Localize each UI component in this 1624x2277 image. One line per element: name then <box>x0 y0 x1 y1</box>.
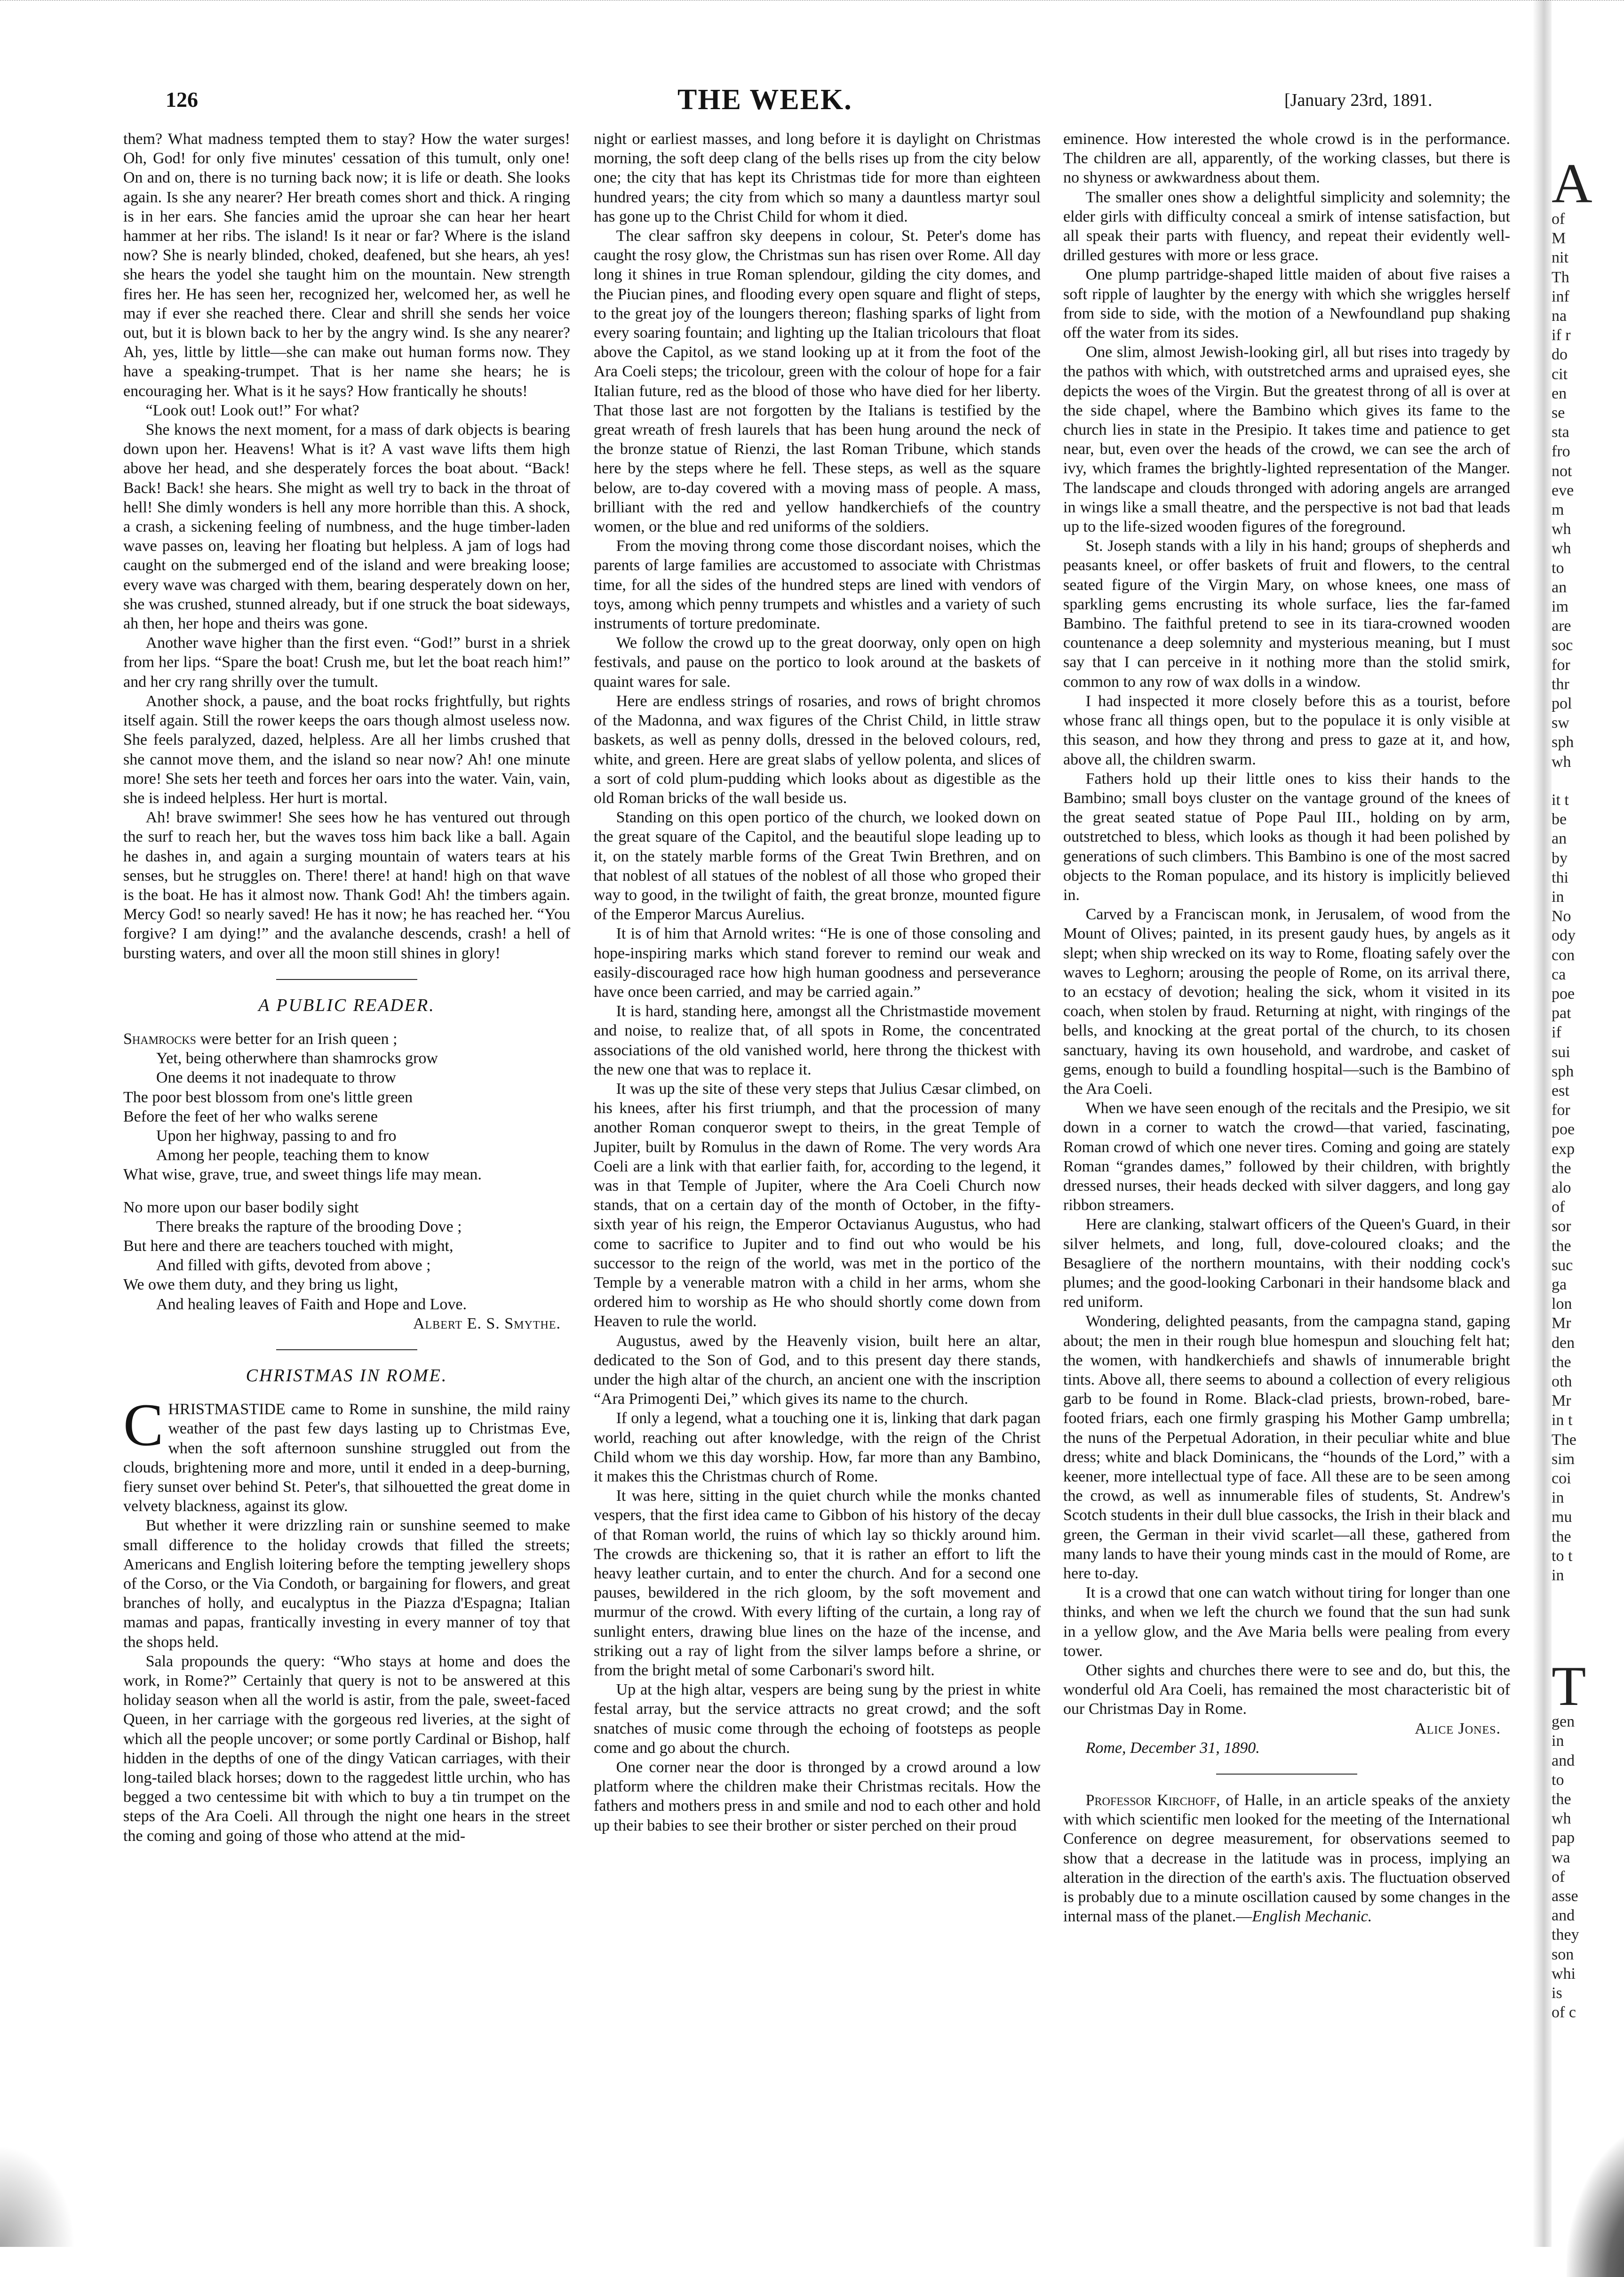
adjacent-fragment: sta <box>1552 423 1569 441</box>
adjacent-fragment: sor <box>1552 1218 1571 1235</box>
adjacent-fragments-middle <box>1552 790 1624 1585</box>
article-paragraph: night or earliest masses, and long before it is daylight on Christmas morning, the soft deep clang of the bells rises up from the city below one; the city that has kept its Christmas tide for more than eighteen hundred years; the city from which so many a dauntless martyr soul has gone up to the Christ Child for whom it died. <box>594 130 1041 225</box>
adjacent-fragment: ga <box>1552 1275 1567 1293</box>
adjacent-fragment: den <box>1552 1334 1575 1352</box>
adjacent-fragment: est <box>1552 1082 1569 1099</box>
poem-title: A PUBLIC READER. <box>258 995 435 1015</box>
article-paragraph: When we have seen enough of the recitals and the Presipio, we sit down in a corner to watch the crowd—that varied, fascinating, Roman crowd of which one never tires. Coming and going are stately Roman “grandes dames,” followed by their children, with brightly dressed nurses, their heads decked with silver daggers, and long gay ribbon streamers. <box>1063 1099 1510 1214</box>
column-3 <box>1063 129 1510 2218</box>
journal-title: THE WEEK. <box>677 84 852 116</box>
adjacent-fragment: the <box>1552 1791 1571 1808</box>
adjacent-fragment: con <box>1552 946 1575 964</box>
adjacent-fragment: the <box>1552 1159 1571 1177</box>
adjacent-drop-cap: A <box>1552 152 1592 215</box>
drop-cap: C <box>123 1392 164 1459</box>
article-paragraph: One plump partridge-shaped little maiden of about five raises a soft ripple of laughter by the energy with which she wriggles herself from side to side, with the motion of a Newfoundland pup shaking off the water from its sides. <box>1063 266 1510 342</box>
adjacent-fragment: sui <box>1552 1043 1570 1061</box>
article-paragraph: One slim, almost Jewish-looking girl, all but rises into tragedy by the pathos with which, with outstretched arms and upraised eyes, she depicts the woes of the Virgin. But the greatest throng of all is over at the side chapel, where the Bambino which gives its fame to the church lies in state in the Presipio. It takes time and patience to get near, but, even over the heads of the crowd, we can see the arch of ivy, which frames the brightly-lighted representation of the Manger. The landscape and clouds thronged with adoring angels are arranged in wings like a small theatre, and the perspective is not bad that leads up to the life-sized wooden figures of the foreground. <box>1063 343 1510 536</box>
adjacent-fragment: to <box>1552 559 1564 577</box>
adjacent-fragment: mu <box>1552 1508 1572 1526</box>
adjacent-fragment: asse <box>1552 1887 1578 1905</box>
poem-line: Yet, being otherwhere than shamrocks grow <box>156 1050 438 1067</box>
adjacent-fragment: gen <box>1552 1713 1575 1731</box>
adjacent-fragment: thi <box>1552 868 1568 886</box>
fragment-gap <box>1552 1585 1624 1660</box>
adjacent-fragment: pap <box>1552 1829 1575 1847</box>
adjacent-fragment: be <box>1552 811 1567 828</box>
adjacent-fragment: ody <box>1552 927 1576 945</box>
story-paragraph: them? What madness tempted them to stay? How the water surges! Oh, God! for only five minutes' cessation of this tumult, only one! On and on, there is no turning back now; it is life or death. She looks again. Is she any nearer? Her breath comes short and thick. A ringing is in her ears. She fancies amid the uproar she can hear her heart hammer at her ribs. The island! Is it near or far? Where is the island now? She is nearly blinded, choked, deafened, but she hears, ah yes! she hears the yodel she taught him on the mountain. New strength fires her. He has seen her, recognized her, welcomed her, as well he may if ever she reached there. Clear and shrill she sends her voice out, but it is blown back to her by the angry wind. Is she any nearer? Ah, yes, little by little—she can make out human forms now. They have a speaking-trumpet. That is her name she hears; he is encouraging her. What is it he says? How frantically he shouts! <box>123 130 570 400</box>
adjacent-fragment: in <box>1552 888 1564 906</box>
adjacent-fragment: cit <box>1552 365 1568 383</box>
adjacent-fragment: and <box>1552 1752 1575 1769</box>
article-paragraph: The clear saffron sky deepens in colour, St. Peter's dome has caught the rosy glow, the Christmas sun has risen over Rome. All day long it shines in true Roman splendour, gilding the city domes, and the Piucian pines, and flooding every open square and flight of steps, to the great joy of the loungers thereon; flashing sparks of light from every soaring fountain; and lighting up the Italian tricolours that float above the Capitol, as we stand looking up at it from the foot of the Ara Coeli steps; the tricolour, green with the colour of hope for a fair Italian future, red as the blood of those who have died for her liberty. That those last are not forgotten by the Italians is testified by the great wreath of fresh laurels that has been hung around the neck of the bronze statue of Rienzi, the last Roman Tribune, which stands here by the steps where he fell. These steps, as well as the square below, are to-day covered with a moving mass of people. A mass, brilliant with the red and yellow handkerchiefs of the country women, or the blue and red uniforms of the soldiers. <box>594 227 1041 536</box>
article-title: CHRISTMAS IN ROME. <box>246 1365 448 1385</box>
adjacent-fragment: if <box>1552 1024 1561 1042</box>
adjacent-fragment: wa <box>1552 1848 1570 1866</box>
adjacent-fragment: son <box>1552 1945 1574 1963</box>
story-paragraph: She knows the next moment, for a mass of dark objects is bearing down upon her. Heavens! What is it? A vast wave lifts them high above her head, and she desperately forces the boat about. “Back! Back! Back! she hears. She might as well try to back in the throat of hell! She dimly wonders is hell any more horrible than this. A shock, a crash, a sickening feeling of numbness, and the huge timber-laden wave passes on, leaving her floating but helpless. A jam of logs had caught on the submerged end of the island and were breaking loose; every wave was charged with them, bearing desperately down on her, she was crushed, stunned already, but if one struck the boat sideways, ah then, her hope and theirs was gone. <box>123 421 570 633</box>
adjacent-fragment: exp <box>1552 1140 1575 1158</box>
section-divider <box>276 979 417 980</box>
adjacent-fragment: fro <box>1552 443 1570 461</box>
adjacent-fragment: sph <box>1552 733 1574 751</box>
article-paragraph: Here are endless strings of rosaries, and rows of bright chromos of the Madonna, and wax figures of the Christ Child, in little straw baskets, as well as penny dolls, dressed in the beloved colours, red, white, and green. Here are great slabs of yellow polenta, and slices of a sort of cold plum-pudding which looks about as digestible as the old Roman bricks of the wall beside us. <box>594 692 1041 807</box>
adjacent-fragment: of <box>1552 210 1565 228</box>
poem-line: But here and there are teachers touched with might, <box>123 1237 454 1255</box>
issue-date: [January 23rd, 1891. <box>1284 90 1433 110</box>
poem-line: We owe them duty, and they bring us light, <box>123 1276 398 1294</box>
adjacent-fragment: ca <box>1552 965 1566 983</box>
adjacent-fragment: wh <box>1552 520 1571 538</box>
adjacent-fragment: it t <box>1552 791 1569 809</box>
adjacent-fragment: m <box>1552 501 1564 519</box>
adjacent-fragment: in t <box>1552 1411 1573 1429</box>
poem-line: Before the feet of her who walks serene <box>123 1107 378 1125</box>
article-paragraph <box>123 1392 570 1516</box>
adjacent-fragment: coi <box>1552 1470 1571 1487</box>
article-paragraph: But whether it were drizzling rain or sunshine seemed to make small difference to the holiday crowds that filled the streets; Americans and English loitering before the tempting jewellery shops of the Corso, or the Via Condoth, or bargaining for flowers, and great branches of holly, and eucalyptus in the Piazza d'Espagna; Italian mamas and papas, frantically investing in every manner of toy that the shops held. <box>123 1517 570 1651</box>
poem-line: There breaks the rapture of the brooding Dove ; <box>156 1218 462 1235</box>
article-paragraph: Augustus, awed by the Heavenly vision, built here an altar, dedicated to the Son of God, and to this present day there stands, under the high altar of the church, an ancient one with the inscription “Ara Primogenti Dei,” which gives its name to the church. <box>594 1332 1041 1408</box>
poem-line: One deems it not inadequate to throw <box>156 1069 396 1087</box>
article-paragraph: eminence. How interested the whole crowd is in the performance. The children are all, apparently, of the working classes, but there is no shyness or awkwardness about them. <box>1063 130 1510 187</box>
article-paragraph: The smaller ones show a delightful simplicity and solemnity; the elder girls with difficulty conceal a smirk of intense satisfaction, but all speak their parts with fluency, and repeat their evidently well-drilled gestures with more or less grace. <box>1063 188 1510 264</box>
adjacent-fragment: The <box>1552 1431 1576 1449</box>
adjacent-fragment: suc <box>1552 1256 1573 1274</box>
article-paragraph: Other sights and churches there were to see and do, but this, the wonderful old Ara Coeli, has remained the most characteristic bit of our Christmas Day in Rome. <box>1063 1662 1510 1718</box>
adjacent-fragment: pol <box>1552 695 1572 713</box>
adjacent-fragment: in <box>1552 1567 1564 1584</box>
article-paragraph: St. Joseph stands with a lily in his hand; groups of shepherds and peasants kneel, or offer baskets of fruit and flowers, to the central seated figure of the Virgin Mary, on whose knees, one mass of sparkling gems encrusting its whole surface, lies the far-famed Bambino. The faithful pretend to see in its tiara-crowned wooden countenance a deep solemnity and mysterious meaning, but I must say that I can perceive in it nothing more than the stolid smirk, common to any row of wax dolls in a window. <box>1063 537 1510 691</box>
adjacent-fragment: oth <box>1552 1372 1572 1390</box>
adjacent-fragment: Mr <box>1552 1314 1571 1332</box>
page-header <box>0 84 1624 120</box>
adjacent-fragment: soc <box>1552 637 1573 654</box>
adjacent-fragment: en <box>1552 384 1567 402</box>
adjacent-fragment: lon <box>1552 1295 1572 1313</box>
adjacent-fragment: by <box>1552 849 1568 867</box>
adjacent-drop-cap: T <box>1552 1655 1586 1718</box>
adjacent-fragment: an <box>1552 578 1567 596</box>
poem-lead-word: Shamrocks <box>123 1030 196 1048</box>
adjacent-fragment: poe <box>1552 1121 1575 1138</box>
article-paragraph-text: came to Rome in sunshine, the mild rainy weather of the past few days lasting up to Christmas Eve, when the soft afternoon sunshine struggled out from the clouds, brightening more and more, until it ended in a deep-burning, fiery sunset over behind St. Peter's, that silhouetted the great dome in velvety blackness, against its glow. <box>123 1401 570 1515</box>
adjacent-fragment: na <box>1552 307 1567 325</box>
adjacent-fragment: im <box>1552 598 1568 616</box>
article-paragraph: It is of him that Arnold writes: “He is one of those consoling and hope-inspiring marks which stand forever to remind our weak and easily-discouraged race how high human goodness and perseverance have once been carried, and may be carried again.” <box>594 925 1041 1001</box>
poem <box>123 1029 570 1314</box>
adjacent-fragment: wh <box>1552 1810 1571 1828</box>
article-paragraph: If only a legend, what a touching one it is, linking that dark pagan world, reaching out after knowledge, with the reign of the Christ Child whom we this day worship. How, far more than any Bambino, it makes this the Christmas church of Rome. <box>594 1409 1041 1486</box>
article-paragraph: Wondering, delighted peasants, from the campagna stand, gaping about; the men in their rough blue homespun and slouching felt hat; the women, with handkerchiefs and shawls of innumerable bright tints. Above all, there seems to abound a collection of every religious garb to be found in Rome. Black-clad priests, brown-robed, bare-footed friars, each one firmly grasping his Mother Gamp umbrella; the nuns of the Perpetual Adoration, in their peculiar white and blue dress; white and black Dominicans, the “hounds of the Lord,” with a keener, more intellectual type of face. All these are to be seen among the crowd, as well as innumerable files of students, St. Andrew's Scotch students in their dull blue cassocks, the Irish in their black and green, the German in their vivid scarlet—all these, gathered from many lands to have their young minds cast in the mould of Rome, are here to-day. <box>1063 1313 1510 1583</box>
adjacent-fragment: alo <box>1552 1178 1571 1196</box>
top-edge-line <box>0 0 1624 1</box>
adjacent-fragment: to <box>1552 1771 1564 1789</box>
science-note-text: of Halle, in an article speaks of the anxiety with which scientific men looked for the meeting of the International Conference on degree measurement, for observations seemed to show that a decrease in the latitude was in process, implying an alteration in the direction of the earth's axis. The fluctuation observed is probably due to a minute oscillation caused by some changes in the internal mass of the planet.— <box>1063 1791 1510 1926</box>
article-paragraph: From the moving throng come those discordant noises, which the parents of large families are accustomed to associate with Christmas time, for all the sides of the hundred steps are lined with vendors of toys, among which penny trumpets and whistles and a variety of such instruments of torture predominate. <box>594 537 1041 633</box>
adjacent-fragment: No <box>1552 908 1571 925</box>
adjacent-fragment: inf <box>1552 287 1569 305</box>
adjacent-fragment: in <box>1552 1489 1564 1507</box>
adjacent-fragment: the <box>1552 1237 1571 1255</box>
article-paragraph: We follow the crowd up to the great doorway, only open on high festivals, and pause on the portico to look around at the baskets of quaint wares for sale. <box>594 634 1041 691</box>
adjacent-fragment: in <box>1552 1732 1564 1750</box>
science-note-lead: Professor Kirchoff, <box>1085 1791 1220 1809</box>
article-author: Alice Jones. <box>1415 1720 1501 1737</box>
article-paragraph: Standing on this open portico of the church, we looked down on the great square of the Capitol, and the beautiful slope leading up to it, on the stately marble forms of the Great Twin Brethren, and on that noblest of all statues of the noblest of all those who groped their way to good, in the twilight of faith, the great bronze, mounted figure of the Emperor Marcus Aurelius. <box>594 809 1041 924</box>
column-1 <box>123 129 570 2218</box>
fragment-gap <box>1552 772 1624 790</box>
article-paragraph: Fathers hold up their little ones to kiss their hands to the Bambino; small boys cluster on the vantage ground of the knees of the great seated statue of Pope Paul III., holding on by arm, outstretched to bless, which looks as though it had been polished by generations of such climbers. This Bambino is one of the most sacred objects to the Roman populace, and its history is implicitly believed in. <box>1063 770 1510 904</box>
adjacent-fragment: to t <box>1552 1547 1573 1565</box>
page-number: 126 <box>166 88 198 111</box>
adjacent-fragment: Th <box>1552 268 1569 286</box>
adjacent-fragment: of <box>1552 1198 1565 1216</box>
story-paragraph: Another wave higher than the first even. “God!” burst in a shriek from her lips. “Spare the boat! Crush me, but let the boat reach him!” and her cry rang shrilly over the tumult. <box>123 634 570 691</box>
science-note <box>1063 1791 1510 1926</box>
poem-line: And filled with gifts, devoted from above ; <box>156 1257 431 1274</box>
adjacent-fragment: if r <box>1552 326 1571 344</box>
stanza-gap <box>123 1185 570 1198</box>
adjacent-fragment: pat <box>1552 1004 1571 1022</box>
adjacent-page-fragment <box>1552 129 1624 2218</box>
science-note-source: English Mechanic. <box>1252 1908 1372 1926</box>
adjacent-fragment: an <box>1552 830 1567 848</box>
page-fold-shadow <box>1533 0 1552 2247</box>
adjacent-fragment: poe <box>1552 985 1575 1003</box>
adjacent-fragment: not <box>1552 462 1572 480</box>
article-paragraph: Carved by a Franciscan monk, in Jerusalem, of wood from the Mount of Olives; painted, in its present gaudy hues, by angels as it slept; when ship wrecked on its way to Rome, floating safely over the waves to Leghorn; arousing the people of Rome, on its arrival there, to an ecstacy of devotion; healing the sick, whom it visited in its coach, when stolen by fraud. Returning at night, with ringings of the bells, and knocking at the great portal of the church, to its chosen sanctuary, having its own household, and wardrobe, and casket of gems, enough to build a foundling hospital—such is the Bambino of the Ara Coeli. <box>1063 906 1510 1098</box>
adjacent-fragment: the <box>1552 1353 1571 1371</box>
section-divider <box>276 1349 417 1350</box>
poem-line: And healing leaves of Faith and Hope and Love. <box>156 1295 467 1313</box>
adjacent-fragment: and <box>1552 1907 1575 1925</box>
article-paragraph: I had inspected it more closely before this as a tourist, before whose franc all things open, but to the populace it is only visible at this season, and how they throng and press to gaze at it, and how, above all, the children swarm. <box>1063 692 1510 768</box>
poem-line: Upon her highway, passing to and fro <box>156 1127 397 1145</box>
poem-line-text: were better for an Irish queen ; <box>196 1030 398 1048</box>
article-paragraph: It was up the site of these very steps that Julius Cæsar climbed, on his knees, after his first triumph, and that the procession of many another Roman conqueror swept to theirs, in the great Temple of Jupiter, built by Romulus in the dawn of Rome. The very words Ara Coeli are a link with that earlier faith, for, according to the legend, it was in that Temple of Jupiter, where the Ara Coeli Church now stands, that on a certain day of the month of October, in the fifty-sixth year of his reign, the Emperor Octavianus Augustus, who had come to sacrifice to Jupiter and to find out who would be his successor to the reign of the world, was met in the portico of the Temple by a venerable matron with a child in her arms, whom she ordered him to worship as He who should shortly come down from Heaven to rule the world. <box>594 1080 1041 1330</box>
article-paragraph: It is a crowd that one can watch without tiring for longer than one thinks, and when we left the church we found that the sun had sunk in a yellow glow, and the Ave Maria bells were pealing from every tower. <box>1063 1584 1510 1660</box>
adjacent-fragment: are <box>1552 617 1571 635</box>
adjacent-fragment: M <box>1552 230 1566 247</box>
story-paragraph: Another shock, a pause, and the boat rocks frightfully, but rights itself again. Still the rower keeps the oars though almost useless now. She feels paralyzed, dazed, helpless. Are all her limbs crushed that she cannot move them, and the island so near now? Ah! one minute more! She sets her teeth and forces her oars into the water. Vain, vain, she is indeed helpless. Her hurt is mortal. <box>123 692 570 807</box>
poem-line: The poor best blossom from one's little green <box>123 1088 413 1106</box>
article-paragraph: It was here, sitting in the quiet church while the monks chanted vespers, that the first idea came to Gibbon of his history of the decay of that Roman world, the ruins of which lay so thickly around him. The crowds are thickening so, that it is rather an effort to lift the heavy leather curtain, and to enter the church. And for a second one pauses, bewildered in the rich gloom, by the soft movement and murmur of the crowd. With every lifting of the curtain, a long ray of sunlight enters, drawing blue lines on the haze of the incense, and striking out a ray of light from the silver lamps before a shrine, or from the bright metal of some Carbonari's sword hilt. <box>594 1487 1041 1680</box>
section-divider <box>1216 1774 1357 1775</box>
poem-line: Among her people, teaching them to know <box>156 1146 430 1164</box>
adjacent-fragment: se <box>1552 404 1565 422</box>
adjacent-fragment: sim <box>1552 1450 1575 1468</box>
article-paragraph: It is hard, standing here, amongst all the Christmastide movement and noise, to realize that, of all spots in Rome, the concentrated associations of the old vanished world, here throng the thickest with the new one that was to replace it. <box>594 1003 1041 1078</box>
adjacent-fragment: do <box>1552 346 1568 364</box>
column-2 <box>594 129 1041 2218</box>
adjacent-fragments-upper <box>1552 209 1624 772</box>
adjacent-fragment: of <box>1552 1868 1565 1886</box>
adjacent-fragment: Mr <box>1552 1392 1571 1410</box>
adjacent-fragment: for <box>1552 656 1570 674</box>
adjacent-fragment: of c <box>1552 2004 1576 2022</box>
adjacent-fragment: wh <box>1552 753 1571 771</box>
adjacent-fragment: for <box>1552 1101 1570 1119</box>
story-continuation <box>123 129 570 963</box>
adjacent-fragment: whi <box>1552 1965 1576 1982</box>
article-paragraph: One corner near the door is thronged by a crowd around a low platform where the children make their Christmas recitals. How the fathers and mothers press in and smile and nod to each other and hold up their babies to see their brother or sister perched on their proud <box>594 1759 1041 1834</box>
article-paragraph: Here are clanking, stalwart officers of the Queen's Guard, in their silver helmets, and long, full, dove-coloured cloaks; and the Besagliere of the northern mountains, with their nodding cock's plumes; and the good-looking Carbonari in their handsome black and red uniform. <box>1063 1216 1510 1311</box>
adjacent-fragment: thr <box>1552 675 1569 693</box>
poem-line: No more upon our baser bodily sight <box>123 1198 359 1216</box>
poem-line <box>123 1029 570 1049</box>
adjacent-fragments-lower <box>1552 1712 1624 2022</box>
adjacent-fragment: is <box>1552 1984 1562 2002</box>
article-dateline: Rome, December 31, 1890. <box>1085 1739 1260 1757</box>
page-edge-shadow <box>0 2145 75 2247</box>
page-corner-shadow <box>1567 2126 1624 2277</box>
article-lead-caps: HRISTMASTIDE <box>168 1401 286 1418</box>
adjacent-fragment: the <box>1552 1528 1571 1545</box>
story-paragraph: Ah! brave swimmer! She sees how he has ventured out through the surf to reach her, but the waves toss him back like a ball. Again he dashes in, and again a surging mountain of waters tears at his senses, but he struggles on. There! there! at hand! high on that wave is the boat. He has it almost now. Thank God! Ah! the timbers again. Mercy God! so nearly saved! He has it now; he has reached her. “You forgive? I am dying!” and the avalanche descends, crash! a hell of bursting waters, and over all the moon still shines in glory! <box>123 809 570 962</box>
article-paragraph: Sala propounds the query: “Who stays at home and does the work, in Rome?” Certainly that query is not to be answered at this holiday season when all the world is astir, from the pale, sweet-faced Queen, in her carriage with the gorgeous red liveries, at the sight of which all the people uncover; or some portly Cardinal or Bishop, half hidden in the depths of one of the dingy Vatican carriages, with their long-tailed black horses; down to the raggedest little urchin, who has begged a two centessime bit with which to buy a tin trumpet on the steps of the Ara Coeli. All through the night one hears in the street the coming and going of those who attend at the mid- <box>123 1652 570 1845</box>
poem-author: Albert E. S. Smythe. <box>413 1314 561 1332</box>
adjacent-fragment: sw <box>1552 714 1569 732</box>
adjacent-fragment: wh <box>1552 540 1571 557</box>
poem-line: What wise, grave, true, and sweet things life may mean. <box>123 1166 482 1184</box>
adjacent-fragment: eve <box>1552 481 1574 499</box>
story-paragraph: “Look out! Look out!” For what? <box>145 401 359 419</box>
adjacent-fragment: nit <box>1552 249 1568 267</box>
adjacent-fragment: sph <box>1552 1062 1574 1080</box>
adjacent-fragment: they <box>1552 1926 1579 1944</box>
article-paragraph: Up at the high altar, vespers are being sung by the priest in white festal array, but the service attracts no great crowd; and the soft snatches of music come through the echoing of footsteps as people come and go about the church. <box>594 1681 1041 1757</box>
